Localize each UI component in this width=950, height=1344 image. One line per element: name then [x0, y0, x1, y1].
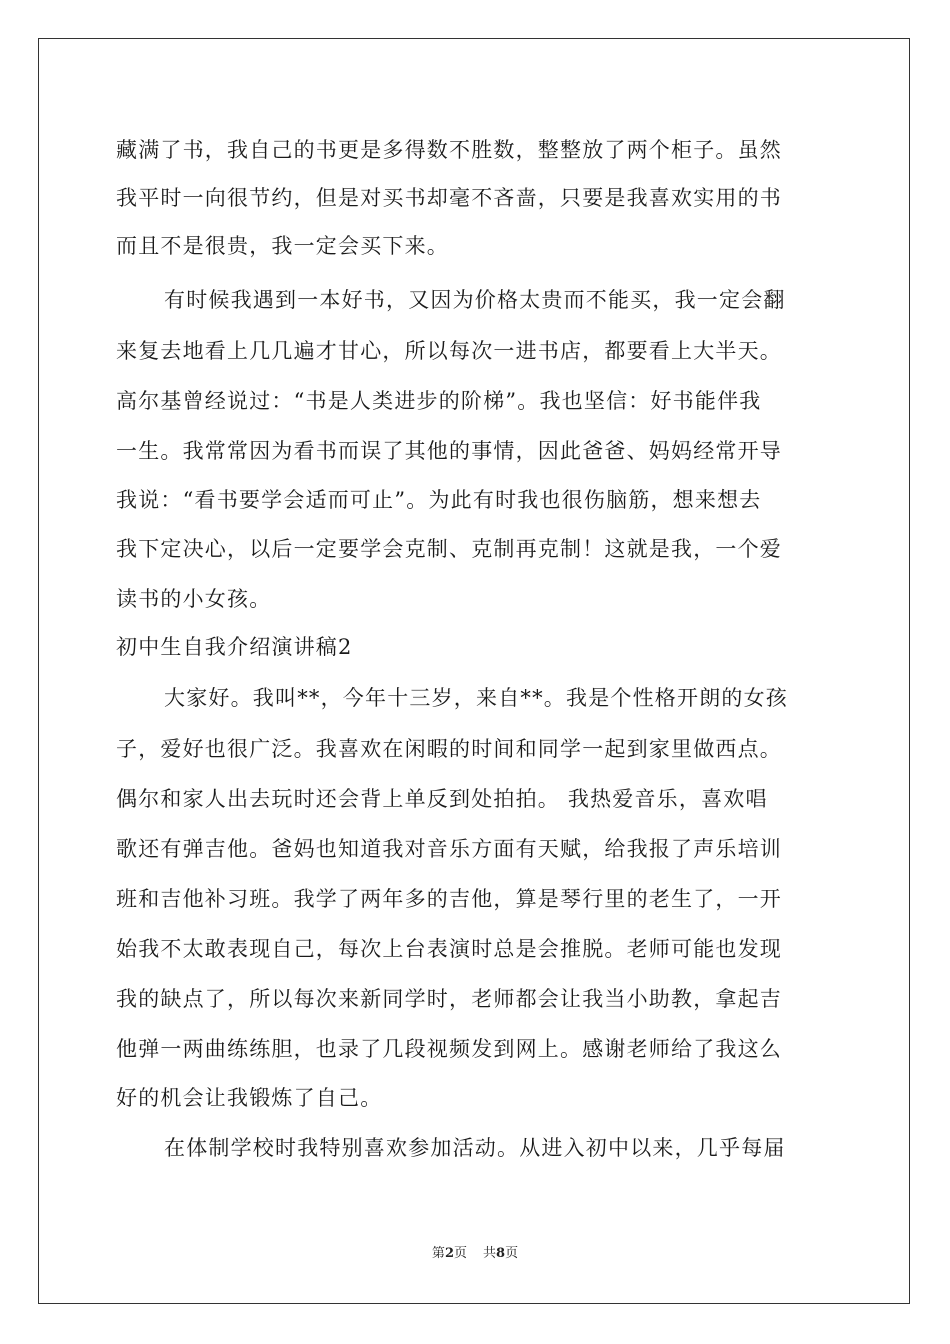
total-pages: 8	[496, 1246, 506, 1261]
text-line: 高尔基曾经说过：“书是人类进步的阶梯”。我也坚信：好书能伴我	[116, 389, 762, 413]
page-number: 2	[444, 1246, 454, 1261]
text-line: 藏满了书，我自己的书更是多得数不胜数，整整放了两个柜子。虽然	[116, 138, 782, 162]
page-footer	[0, 1246, 950, 1262]
section-heading: 初中生自我介绍演讲稿2	[116, 635, 353, 659]
text-line: 偶尔和家人出去玩时还会背上单反到处拍拍。 我热爱音乐，喜欢唱	[116, 787, 768, 811]
text-line: 好的机会让我锻炼了自己。	[116, 1086, 383, 1110]
text-line: 我平时一向很节约，但是对买书却毫不吝啬，只要是我喜欢实用的书	[116, 186, 782, 210]
text-line: 有时候我遇到一本好书，又因为价格太贵而不能买，我一定会翻	[164, 288, 786, 312]
text-line: 我的缺点了，所以每次来新同学时，老师都会让我当小助教，拿起吉	[116, 987, 782, 1011]
text-line: 一生。我常常因为看书而误了其他的事情，因此爸爸、妈妈经常开导	[116, 439, 782, 463]
text-line: 歌还有弹吉他。爸妈也知道我对音乐方面有天赋，给我报了声乐培训	[116, 837, 782, 861]
text-line: 在体制学校时我特别喜欢参加活动。从进入初中以来，几乎每届	[164, 1136, 786, 1160]
text-line: 子，爱好也很广泛。我喜欢在闲暇的时间和同学一起到家里做西点。	[116, 737, 782, 761]
text-line: 我说：“看书要学会适而可止”。为此有时我也很伤脑筋，想来想去	[116, 488, 762, 512]
page-border	[38, 38, 910, 1304]
text-line: 来复去地看上几几遍才甘心，所以每次一进书店，都要看上大半天。	[116, 339, 782, 363]
text-line: 班和吉他补习班。我学了两年多的吉他，算是琴行里的老生了，一开	[116, 887, 782, 911]
page-prefix: 第	[431, 1246, 445, 1261]
total-prefix: 共	[483, 1246, 497, 1261]
text-line: 他弹一两曲练练胆，也录了几段视频发到网上。感谢老师给了我这么	[116, 1037, 782, 1061]
page-suffix: 页	[453, 1246, 467, 1261]
text-line: 大家好。我叫**，今年十三岁，来自**。我是个性格开朗的女孩	[164, 686, 788, 710]
text-line: 始我不太敢表现自己，每次上台表演时总是会推脱。老师可能也发现	[116, 937, 782, 961]
text-line: 而且不是很贵，我一定会买下来。	[116, 234, 449, 258]
text-line: 读书的小女孩。	[116, 587, 272, 611]
text-line: 我下定决心，以后一定要学会克制、克制再克制！这就是我，一个爱	[116, 537, 782, 561]
total-suffix: 页	[505, 1246, 519, 1261]
